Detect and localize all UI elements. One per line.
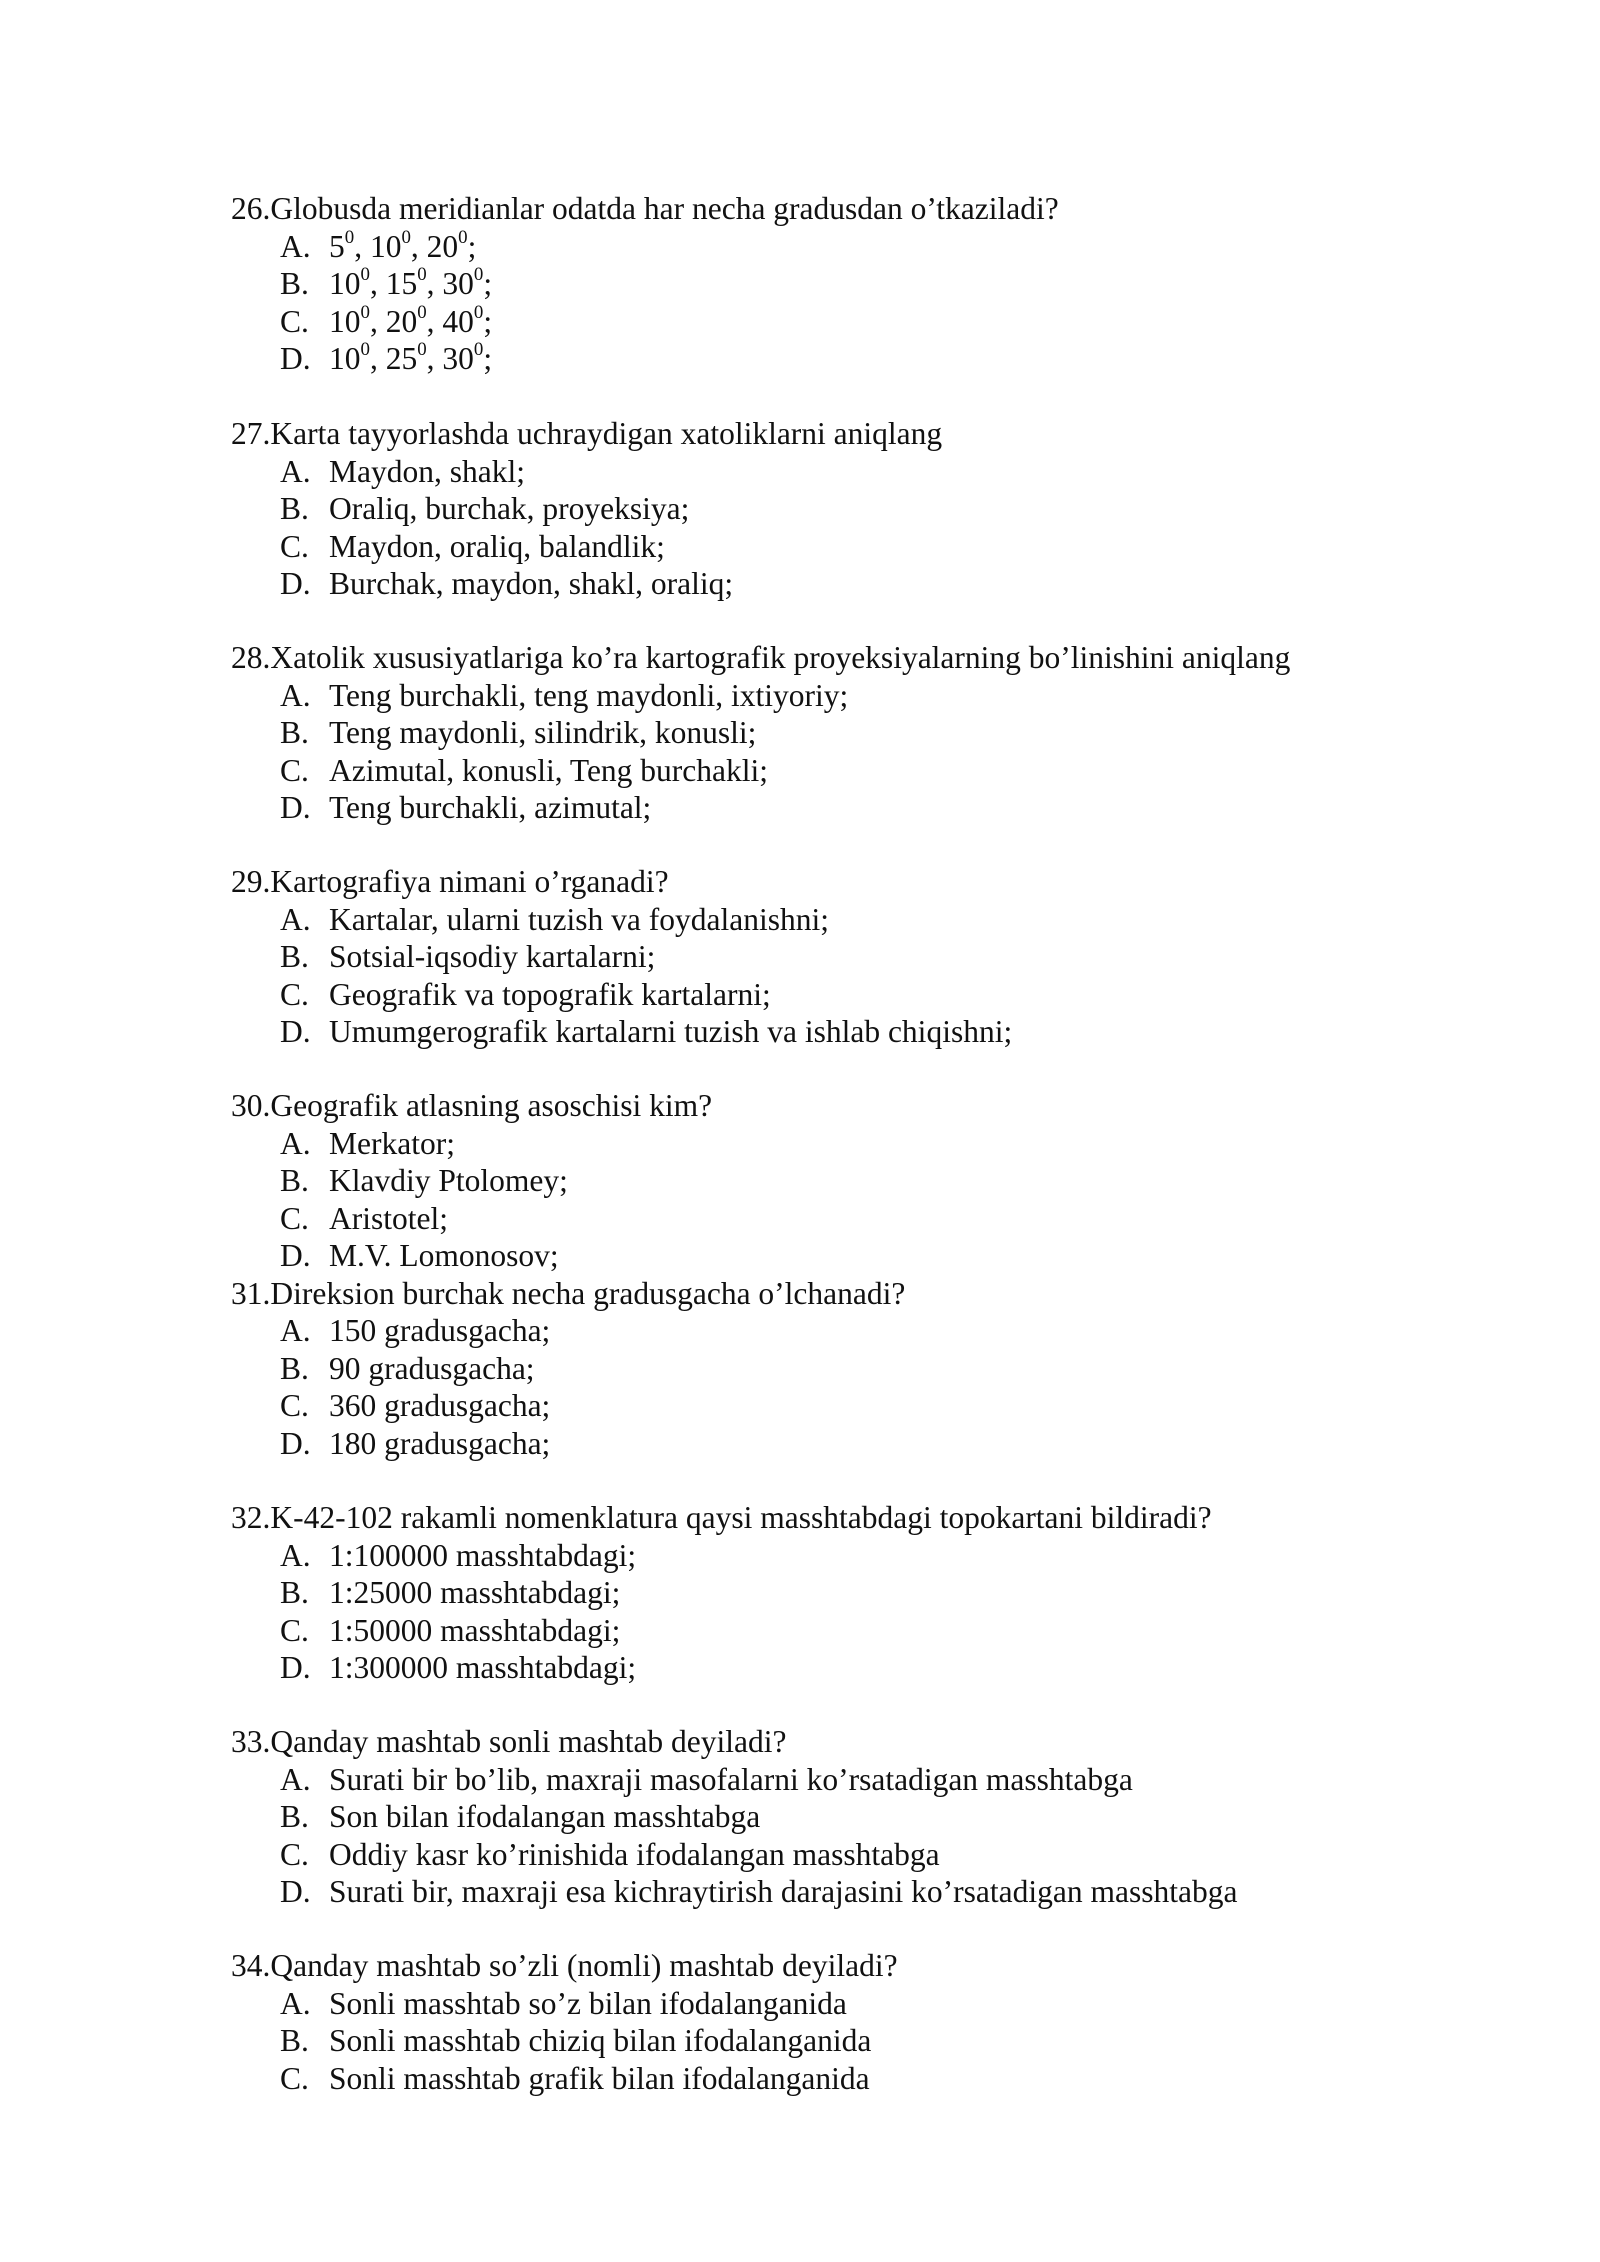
degree-value: 25 <box>385 341 418 376</box>
option-text: Teng burchakli, teng maydonli, ixtiyoriy; <box>329 677 849 713</box>
option-letter: B. <box>280 2023 309 2058</box>
degree-mark: 0 <box>417 263 427 285</box>
option-letter: D. <box>280 1650 311 1685</box>
option-d <box>231 1013 1531 1051</box>
option-c <box>231 528 1531 566</box>
option-letter: C. <box>280 1612 309 1648</box>
degree-mark: 0 <box>360 301 370 323</box>
option-text: Maydon, shakl; <box>329 453 525 489</box>
option-text: Son bilan ifodalangan masshtabga <box>329 1799 761 1834</box>
option-letter: C. <box>280 528 309 564</box>
option-letter: B. <box>280 715 309 750</box>
question-26 <box>231 190 1531 378</box>
option-letter: C. <box>280 1836 309 1872</box>
option-letter: D. <box>280 566 311 601</box>
option-d <box>231 1649 1531 1687</box>
degree-mark: 0 <box>473 301 484 323</box>
option-text: Klavdiy Ptolomey; <box>329 1163 568 1198</box>
degree-value: 30 <box>442 266 474 301</box>
question-title: 27.Karta tayyorlashda uchraydigan xatoliklarni aniqlang <box>231 416 943 451</box>
question-34 <box>231 1947 1531 2097</box>
option-letter: B. <box>280 1350 309 1386</box>
option-c <box>231 752 1531 790</box>
option-letter: D. <box>280 1874 311 1909</box>
option-text: Oraliq, burchak, proyeksiya; <box>329 491 690 526</box>
option-text: M.V. Lomonosov; <box>329 1238 559 1273</box>
option-d <box>231 1237 1531 1275</box>
option-b <box>231 938 1531 976</box>
option-letter: A. <box>280 453 311 489</box>
degree-value: 5 <box>329 228 345 264</box>
option-letter: C. <box>280 1200 309 1236</box>
option-text: Maydon, oraliq, balandlik; <box>329 528 665 564</box>
option-text: Sonli masshtab so’z bilan ifodalanganida <box>329 1985 847 2021</box>
option-letter: B. <box>280 491 309 526</box>
option-c <box>231 1200 1531 1238</box>
degree-value: 20 <box>385 303 418 339</box>
option-text: 180 gradusgacha; <box>329 1425 551 1461</box>
degree-mark: 0 <box>417 338 427 360</box>
option-text: Sotsial-iqsodiy kartalarni; <box>329 939 656 974</box>
question-title: 29.Kartografiya nimani o’rganadi? <box>231 864 669 899</box>
option-text: Sonli masshtab chiziq bilan ifodalanganida <box>329 2023 872 2058</box>
option-letter: C. <box>280 1388 309 1423</box>
option-letter: B. <box>280 939 309 974</box>
option-a <box>231 901 1531 939</box>
question-32 <box>231 1499 1531 1687</box>
option-b <box>231 1574 1531 1612</box>
option-letter: A. <box>280 1761 311 1797</box>
option-letter: D. <box>280 341 311 376</box>
degree-mark: 0 <box>473 338 484 360</box>
option-b <box>231 2022 1531 2060</box>
degree-mark: 0 <box>360 263 370 285</box>
degree-value: 10 <box>329 341 361 376</box>
option-letter: D. <box>280 1238 311 1273</box>
question-30 <box>231 1087 1531 1462</box>
option-letter: A. <box>280 1125 311 1161</box>
option-c <box>231 2060 1531 2098</box>
option-a <box>231 1761 1531 1799</box>
option-letter: B. <box>280 1575 309 1610</box>
option-text: 90 gradusgacha; <box>329 1350 535 1386</box>
option-a <box>231 1125 1531 1163</box>
question-title: 28.Xatolik xususiyatlariga ko’ra kartografik proyeksiyalarning bo’linishini aniqlang <box>231 640 1291 675</box>
degree-value: 40 <box>442 303 474 339</box>
degree-value: 20 <box>426 228 459 264</box>
degree-value: 30 <box>442 341 474 376</box>
option-d <box>231 565 1531 603</box>
option-text: Surati bir, maxraji esa kichraytirish darajasini ko’rsatadigan masshtabga <box>329 1874 1238 1909</box>
option-c <box>231 1612 1531 1650</box>
option-text: Surati bir bo’lib, maxraji masofalarni ko’rsatadigan masshtabga <box>329 1761 1133 1797</box>
option-c: C. $10^0$, $20^0$, $40^0$; <box>280 301 493 339</box>
option-a <box>231 1985 1531 2023</box>
option-a: A. $5^0$, $10^0$, $20^0$; <box>280 226 477 264</box>
option-text: 1:25000 masshtabdagi; <box>329 1575 621 1610</box>
option-text: Kartalar, ularni tuzish va foydalanishni; <box>329 901 829 937</box>
option-a <box>231 1312 1531 1350</box>
option-text: Teng maydonli, silindrik, konusli; <box>329 715 757 750</box>
degree-value: 10 <box>329 266 361 301</box>
question-31-title: 31.Direksion burchak necha gradusgacha o’lchanadi? <box>231 1275 906 1311</box>
option-letter: B. <box>280 1799 309 1834</box>
question-title: 26.Globusda meridianlar odatda har necha gradusdan o’tkaziladi? <box>231 191 1059 226</box>
degree-value: 15 <box>385 266 418 301</box>
option-letter: B. <box>280 1163 309 1198</box>
question-title: 32.K-42-102 rakamli nomenklatura qaysi masshtabdagi topokartani bildiradi? <box>231 1500 1212 1535</box>
option-text: Merkator; <box>329 1125 455 1161</box>
option-letter: D. <box>280 790 311 825</box>
option-text: Azimutal, konusli, Teng burchakli; <box>329 752 769 788</box>
option-letter: A. <box>280 677 311 713</box>
option-text: Teng burchakli, azimutal; <box>329 790 652 825</box>
option-letter: C. <box>280 2060 309 2096</box>
option-text: 360 gradusgacha; <box>329 1388 551 1423</box>
option-d <box>231 1425 1531 1463</box>
option-letter: A. <box>280 1537 311 1573</box>
option-b <box>231 1798 1531 1836</box>
option-text: Geografik va topografik kartalarni; <box>329 976 771 1012</box>
option-b <box>231 714 1531 752</box>
option-c <box>231 976 1531 1014</box>
question-27 <box>231 415 1531 603</box>
question-title: 30.Geografik atlasning asoschisi kim? <box>231 1088 713 1123</box>
question-title: 33.Qanday mashtab sonli mashtab deyiladi? <box>231 1724 787 1759</box>
option-text: Umumgerografik kartalarni tuzish va ishlab chiqishni; <box>329 1014 1013 1049</box>
option-b <box>231 1350 1531 1388</box>
question-33 <box>231 1723 1531 1911</box>
option-a <box>231 453 1531 491</box>
option-letter: D. <box>280 1425 311 1461</box>
degree-mark: 0 <box>473 263 484 285</box>
degree-value: 10 <box>369 228 402 264</box>
option-text: 1:50000 masshtabdagi; <box>329 1612 621 1648</box>
option-letter: C. <box>280 303 309 339</box>
question-29 <box>231 863 1531 1051</box>
option-letter: C. <box>280 752 309 788</box>
option-b <box>231 1162 1531 1200</box>
option-d: D. $10^0$, $25^0$, $30^0$; <box>280 338 493 376</box>
option-letter: A. <box>280 901 311 937</box>
degree-mark: 0 <box>417 301 427 323</box>
question-28 <box>231 639 1531 827</box>
degree-mark: 0 <box>360 338 370 360</box>
option-text: Aristotel; <box>329 1200 448 1236</box>
option-c <box>231 1836 1531 1874</box>
degree-mark: 0 <box>458 226 468 248</box>
degree-mark: 0 <box>344 226 355 248</box>
option-letter: A. <box>280 1313 311 1348</box>
option-text: Oddiy kasr ko’rinishida ifodalangan masshtabga <box>329 1836 940 1872</box>
option-text: Burchak, maydon, shakl, oraliq; <box>329 566 734 601</box>
option-letter: A. <box>280 1985 311 2021</box>
option-letter: D. <box>280 1014 311 1049</box>
option-d <box>231 1873 1531 1911</box>
option-text: 1:300000 masshtabdagi; <box>329 1650 637 1685</box>
degree-value: 10 <box>329 303 361 339</box>
option-a <box>231 677 1531 715</box>
option-b: B. $10^0$, $15^0$, $30^0$; <box>280 263 493 301</box>
option-c <box>231 1387 1531 1425</box>
option-a <box>231 1537 1531 1575</box>
question-title: 34.Qanday mashtab so’zli (nomli) mashtab deyiladi? <box>231 1948 898 1983</box>
option-letter: A. <box>280 228 311 264</box>
option-d <box>231 789 1531 827</box>
degree-mark: 0 <box>401 226 411 248</box>
option-letter: B. <box>280 266 309 301</box>
option-text: Sonli masshtab grafik bilan ifodalanganida <box>329 2060 870 2096</box>
option-letter: C. <box>280 976 309 1012</box>
option-text: 150 gradusgacha; <box>329 1313 551 1348</box>
option-b <box>231 490 1531 528</box>
option-text: 1:100000 masshtabdagi; <box>329 1537 637 1573</box>
